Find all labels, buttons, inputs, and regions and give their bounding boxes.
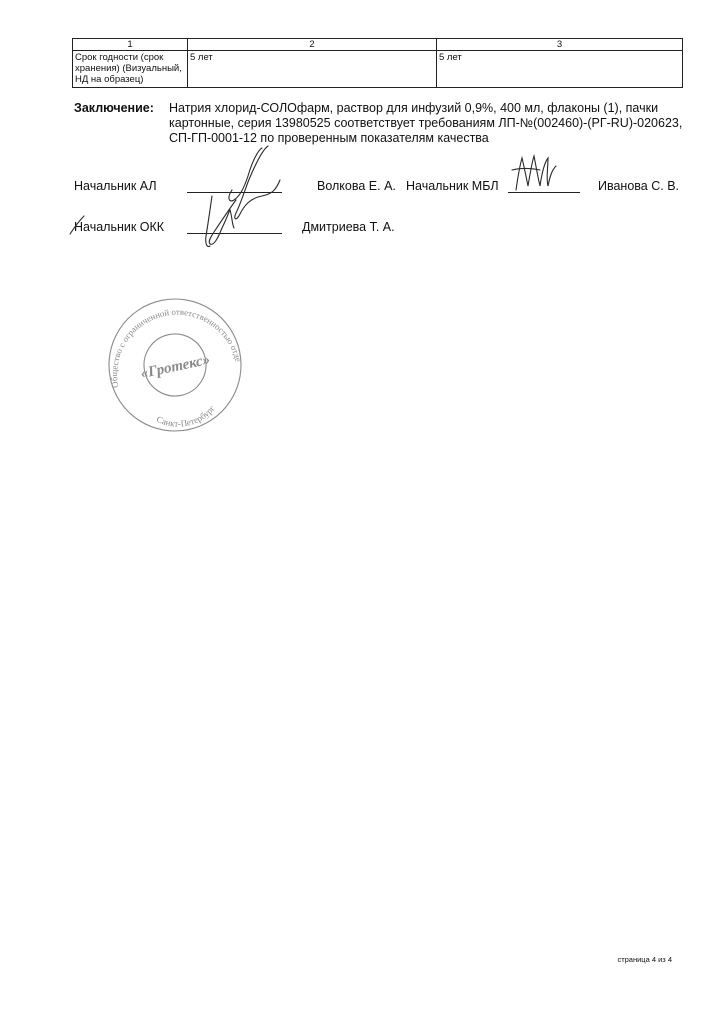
signature-name-mbl: Иванова С. В. [598, 179, 679, 193]
stamp-center-text: «Гротекс» [139, 351, 212, 383]
signature-name-al: Волкова Е. А. [317, 179, 396, 193]
column-header-1: 1 [73, 39, 188, 51]
conclusion-label: Заключение: [74, 101, 154, 115]
signature-position-mbl: Начальник МБЛ [406, 179, 499, 193]
signature-position-al: Начальник АЛ [74, 179, 157, 193]
column-header-2: 2 [188, 39, 437, 51]
page-number: страница 4 из 4 [617, 955, 672, 964]
column-header-3: 3 [437, 39, 683, 51]
table-cell-result: 5 лет [437, 51, 683, 88]
stamp-city-textpath: Санкт-Петербург [155, 403, 217, 429]
table-cell-parameter: Срок годности (срок хранения) (Визуальный, НД на образец) [73, 51, 188, 88]
stamp-ring-text [0, 0, 244, 412]
signature-position-okk: Начальник ОКК [74, 220, 165, 234]
table-cell-norm: 5 лет [188, 51, 437, 88]
signature-name-okk: Дмитриева Т. А. [302, 220, 395, 234]
stamp-ring-textpath: Общество с ограниченной ответственностью отдел [109, 306, 244, 389]
conclusion-text: Натрия хлорид-СОЛОфарм, раствор для инфузий 0,9%, 400 мл, флаконы (1), пачки картонные, серия 13980525 соответствует требованиям ЛП-№(002460)-(РГ-RU)-020623, СП-ГП-0001-12 по проверенным показателям качества [169, 101, 683, 145]
